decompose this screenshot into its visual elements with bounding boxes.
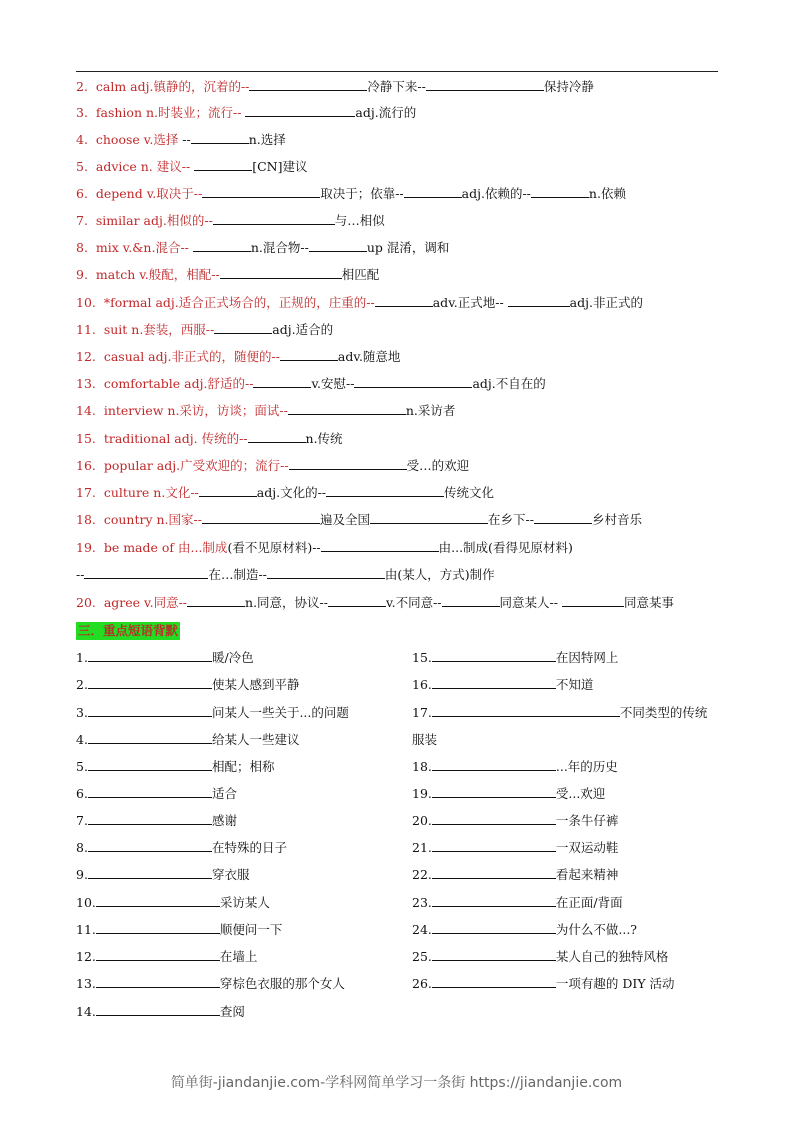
- phrase-meaning: 一条牛仔裤: [555, 813, 619, 828]
- vocab-text: (看不见原材料)--: [227, 540, 321, 555]
- phrase-meaning: 在墙上: [219, 949, 258, 964]
- vocab-prompt: comfortable adj.舒适的--: [103, 376, 254, 391]
- answer-blank[interactable]: [534, 512, 592, 524]
- item-number: 9.: [76, 267, 96, 282]
- vocab-line: [76, 295, 643, 311]
- answer-blank[interactable]: [214, 322, 272, 334]
- vocab-line: [76, 349, 400, 365]
- vocab-prompt: interview n.采访，访谈；面试--: [103, 403, 288, 418]
- answer-blank[interactable]: [88, 840, 212, 852]
- answer-blank[interactable]: [193, 240, 251, 252]
- answer-blank[interactable]: [321, 540, 439, 552]
- phrase-number: 17.: [412, 705, 432, 720]
- answer-blank[interactable]: [202, 512, 320, 524]
- item-number: 15.: [76, 431, 104, 446]
- phrase-item: [76, 705, 349, 721]
- phrase-item: [412, 732, 437, 748]
- phrase-meaning: 一双运动鞋: [555, 840, 619, 855]
- phrase-item: [412, 759, 618, 775]
- vocab-text: adj.不自在的: [472, 376, 546, 391]
- vocab-text: 与…相似: [334, 213, 385, 228]
- phrase-number: 15.: [412, 650, 432, 665]
- answer-blank[interactable]: [248, 431, 306, 443]
- phrase-meaning: 感谢: [211, 813, 237, 828]
- phrase-number: 12.: [76, 949, 96, 964]
- vocab-prompt: popular adj.广受欢迎的；流行--: [103, 458, 289, 473]
- vocab-line: [76, 512, 642, 528]
- vocab-text: n.采访者: [405, 403, 456, 418]
- answer-blank[interactable]: [202, 186, 320, 198]
- vocab-line: [76, 105, 416, 121]
- phrase-number: 22.: [412, 867, 432, 882]
- phrase-number: 7.: [76, 813, 88, 828]
- answer-blank[interactable]: [328, 595, 386, 607]
- vocab-text: n.混合物--: [250, 240, 309, 255]
- phrase-number: 6.: [76, 786, 88, 801]
- phrase-meaning: 相配；相称: [211, 759, 275, 774]
- vocab-line: [76, 485, 494, 501]
- vocab-prompt: choose v.选择: [95, 132, 183, 147]
- phrase-number: 5.: [76, 759, 88, 774]
- vocab-text: 在乡下--: [487, 512, 534, 527]
- answer-blank[interactable]: [326, 485, 444, 497]
- answer-blank[interactable]: [375, 295, 433, 307]
- item-number: 10.: [76, 295, 104, 310]
- vocab-prompt: casual adj.非正式的，随便的--: [103, 349, 280, 364]
- phrase-item: [412, 705, 707, 721]
- phrase-number: 24.: [412, 922, 432, 937]
- phrase-item: [76, 732, 299, 748]
- answer-blank[interactable]: [432, 650, 556, 662]
- vocab-text: [CN]建议: [252, 159, 308, 174]
- phrase-item: [76, 949, 257, 965]
- phrase-meaning: 受...欢迎: [555, 786, 606, 801]
- phrase-meaning: 适合: [211, 786, 237, 801]
- answer-blank[interactable]: [531, 186, 589, 198]
- phrase-meaning: 在因特网上: [555, 650, 619, 665]
- answer-blank[interactable]: [88, 786, 212, 798]
- phrase-item: [76, 650, 254, 666]
- answer-blank[interactable]: [194, 159, 252, 171]
- phrase-item: [412, 813, 618, 829]
- answer-blank[interactable]: [288, 403, 406, 415]
- phrase-meaning: 顺便问一下: [219, 922, 283, 937]
- phrase-meaning: 某人自己的独特风格: [555, 949, 669, 964]
- item-number: 19.: [76, 540, 104, 555]
- answer-blank[interactable]: [432, 759, 556, 771]
- answer-blank[interactable]: [213, 213, 335, 225]
- vocab-prompt: match v.般配，相配--: [95, 267, 220, 282]
- answer-blank[interactable]: [280, 349, 338, 361]
- phrase-item: [412, 867, 618, 883]
- phrase-number: 21.: [412, 840, 432, 855]
- phrase-meaning: 不同类型的传统: [619, 705, 708, 720]
- phrase-meaning: 不知道: [555, 677, 594, 692]
- item-number: 18.: [76, 512, 104, 527]
- phrase-item: [412, 840, 618, 856]
- vocab-text: n.同意，协议--: [245, 595, 329, 610]
- vocab-prompt: be made of 由...制成: [103, 540, 228, 555]
- vocab-prompt: *formal adj.适合正式场合的，正规的，庄重的--: [103, 295, 375, 310]
- answer-blank[interactable]: [432, 786, 556, 798]
- phrase-meaning: 在特殊的日子: [211, 840, 287, 855]
- section-title: 三．重点短语背默: [78, 623, 179, 638]
- vocab-line: [76, 403, 455, 419]
- vocab-text: adj.适合的: [272, 322, 334, 337]
- vocab-line: [76, 132, 286, 148]
- vocab-line: [76, 458, 469, 474]
- item-number: 11.: [76, 322, 104, 337]
- answer-blank[interactable]: [96, 949, 220, 961]
- item-number: 6.: [76, 186, 96, 201]
- phrase-item: [412, 922, 637, 938]
- phrase-number: 26.: [412, 976, 432, 991]
- phrase-number: 25.: [412, 949, 432, 964]
- vocab-line: [76, 567, 495, 583]
- phrase-number: 20.: [412, 813, 432, 828]
- answer-blank[interactable]: [432, 949, 556, 961]
- answer-blank[interactable]: [220, 267, 342, 279]
- item-number: 3.: [76, 105, 96, 120]
- answer-blank[interactable]: [432, 840, 556, 852]
- vocab-text: adj.非正式的: [569, 295, 643, 310]
- vocab-line: [76, 431, 343, 447]
- vocab-prompt: mix v.&n.混合--: [95, 240, 193, 255]
- phrase-item: [412, 949, 668, 965]
- answer-blank[interactable]: [96, 895, 220, 907]
- phrase-meaning: 为什么不做...?: [555, 922, 638, 937]
- phrase-item: [76, 1004, 245, 1020]
- phrase-meaning: 查阅: [219, 1004, 245, 1019]
- phrase-number: 19.: [412, 786, 432, 801]
- answer-blank[interactable]: [199, 485, 257, 497]
- item-number: 14.: [76, 403, 104, 418]
- vocab-text: 由...制成(看得见原材料): [438, 540, 573, 555]
- vocab-line: [76, 322, 333, 338]
- item-number: 7.: [76, 213, 96, 228]
- answer-blank[interactable]: [88, 867, 212, 879]
- vocab-text: adv.正式地--: [432, 295, 508, 310]
- phrase-number: 2.: [76, 677, 88, 692]
- vocab-text: 受…的欢迎: [406, 458, 470, 473]
- item-number: 20.: [76, 595, 104, 610]
- answer-blank[interactable]: [562, 595, 624, 607]
- phrase-number: 4.: [76, 732, 88, 747]
- item-number: 8.: [76, 240, 96, 255]
- phrase-item: [76, 895, 270, 911]
- phrase-item: [76, 813, 237, 829]
- answer-blank[interactable]: [432, 895, 556, 907]
- vocab-prompt: culture n.文化--: [103, 485, 199, 500]
- phrase-meaning: 在正面/背面: [555, 895, 623, 910]
- phrase-item: [76, 786, 237, 802]
- answer-blank[interactable]: [84, 567, 208, 579]
- vocab-prompt: agree v.同意--: [103, 595, 188, 610]
- answer-blank[interactable]: [432, 867, 556, 879]
- answer-blank[interactable]: [96, 922, 220, 934]
- phrase-number: 10.: [76, 895, 96, 910]
- answer-blank[interactable]: [88, 813, 212, 825]
- answer-blank[interactable]: [309, 240, 367, 252]
- vocab-line: [76, 213, 385, 229]
- answer-blank[interactable]: [432, 813, 556, 825]
- vocab-text: 在…制造--: [208, 567, 267, 582]
- vocab-line: [76, 376, 546, 392]
- vocab-line: [76, 540, 573, 556]
- vocab-text: 保持冷静: [543, 79, 594, 94]
- answer-blank[interactable]: [96, 1004, 220, 1016]
- phrase-item: [76, 922, 282, 938]
- phrase-item: [412, 895, 623, 911]
- phrase-meaning: 穿衣服: [211, 867, 250, 882]
- vocab-text: 冷静下来--: [367, 79, 426, 94]
- vocab-prompt: fashion n.时装业；流行--: [95, 105, 246, 120]
- phrase-item: [412, 786, 605, 802]
- phrase-number: 1.: [76, 650, 88, 665]
- phrase-number: 9.: [76, 867, 88, 882]
- vocab-prompt: country n.国家--: [103, 512, 202, 527]
- vocab-text: adv.随意地: [337, 349, 401, 364]
- answer-blank[interactable]: [88, 759, 212, 771]
- answer-blank[interactable]: [354, 376, 472, 388]
- vocab-text: adj.依赖的--: [461, 186, 531, 201]
- phrase-meaning: 服装: [412, 732, 438, 747]
- item-number: 13.: [76, 376, 104, 391]
- answer-blank[interactable]: [96, 976, 220, 988]
- phrase-number: 3.: [76, 705, 88, 720]
- vocab-text: --: [76, 567, 85, 582]
- phrase-item: [412, 677, 593, 693]
- answer-blank[interactable]: [88, 705, 212, 717]
- phrase-meaning: 给某人一些建议: [211, 732, 300, 747]
- item-number: 5.: [76, 159, 96, 174]
- answer-blank[interactable]: [249, 79, 367, 91]
- vocab-line: [76, 79, 594, 95]
- phrase-meaning: 使某人感到平静: [211, 677, 300, 692]
- item-number: 12.: [76, 349, 104, 364]
- answer-blank[interactable]: [404, 186, 462, 198]
- answer-blank[interactable]: [432, 922, 556, 934]
- answer-blank[interactable]: [187, 595, 245, 607]
- vocab-prompt: similar adj.相似的--: [95, 213, 213, 228]
- phrase-number: 16.: [412, 677, 432, 692]
- item-number: 4.: [76, 132, 96, 147]
- answer-blank[interactable]: [267, 567, 385, 579]
- vocab-text: up 混淆，调和: [366, 240, 450, 255]
- phrase-number: 14.: [76, 1004, 96, 1019]
- vocab-prompt: calm adj.镇静的，沉着的--: [95, 79, 250, 94]
- vocab-prompt: traditional adj. 传统的--: [103, 431, 248, 446]
- answer-blank[interactable]: [88, 650, 212, 662]
- phrase-number: 23.: [412, 895, 432, 910]
- phrase-meaning: 穿棕色衣服的那个女人: [219, 976, 345, 991]
- vocab-text: --: [182, 132, 191, 147]
- vocab-text: v.安慰--: [311, 376, 355, 391]
- answer-blank[interactable]: [432, 705, 620, 717]
- phrase-meaning: 看起来精神: [555, 867, 619, 882]
- answer-blank[interactable]: [442, 595, 500, 607]
- vocab-text: 由(某人，方式)制作: [384, 567, 495, 582]
- vocab-text: adj.文化的--: [256, 485, 327, 500]
- vocab-text: 乡村音乐: [591, 512, 642, 527]
- vocab-line: [76, 159, 307, 175]
- vocab-text: n.选择: [248, 132, 286, 147]
- phrase-item: [76, 867, 249, 883]
- phrase-item: [412, 976, 675, 992]
- item-number: 2.: [76, 79, 96, 94]
- answer-blank[interactable]: [508, 295, 570, 307]
- phrase-item: [76, 677, 299, 693]
- phrase-number: 11.: [76, 922, 96, 937]
- answer-blank[interactable]: [88, 677, 212, 689]
- phrase-meaning: 一项有趣的 DIY 活动: [555, 976, 675, 991]
- item-number: 16.: [76, 458, 104, 473]
- phrase-number: 8.: [76, 840, 88, 855]
- footer-watermark: 简单街-jiandanjie.com-学科网简单学习一条街 https://jiandanjie.com: [170, 1075, 623, 1091]
- answer-blank[interactable]: [253, 376, 311, 388]
- vocab-text: n.依赖: [588, 186, 626, 201]
- vocab-text: adj.流行的: [355, 105, 417, 120]
- answer-blank[interactable]: [426, 79, 544, 91]
- vocab-text: 取决于；依靠--: [320, 186, 404, 201]
- phrase-meaning: ...年的历史: [555, 759, 618, 774]
- vocab-text: v.不同意--: [386, 595, 442, 610]
- vocab-line: [76, 267, 379, 283]
- item-number: 17.: [76, 485, 104, 500]
- vocab-text: 遍及全国: [319, 512, 370, 527]
- phrase-item: [76, 976, 345, 992]
- vocab-prompt: depend v.取决于--: [95, 186, 203, 201]
- vocab-text: n.传统: [305, 431, 343, 446]
- top-rule: [76, 71, 718, 72]
- answer-blank[interactable]: [370, 512, 488, 524]
- answer-blank[interactable]: [432, 976, 556, 988]
- phrase-item: [412, 650, 618, 666]
- phrase-number: 18.: [412, 759, 432, 774]
- vocab-text: 同意某人--: [499, 595, 562, 610]
- answer-blank[interactable]: [289, 458, 407, 470]
- vocab-prompt: advice n. 建议--: [95, 159, 195, 174]
- vocab-text: 传统文化: [444, 485, 495, 500]
- vocab-text: 同意某事: [623, 595, 674, 610]
- phrase-meaning: 采访某人: [219, 895, 270, 910]
- vocab-prompt: suit n.套装，西服--: [103, 322, 215, 337]
- answer-blank[interactable]: [245, 105, 355, 117]
- answer-blank[interactable]: [432, 677, 556, 689]
- phrase-number: 13.: [76, 976, 96, 991]
- phrase-meaning: 问某人一些关于...的问题: [211, 705, 349, 720]
- phrase-item: [76, 759, 274, 775]
- vocab-line: [76, 186, 626, 202]
- vocab-line: [76, 240, 449, 256]
- phrase-item: [76, 840, 287, 856]
- vocab-text: 相匹配: [341, 267, 380, 282]
- answer-blank[interactable]: [88, 732, 212, 744]
- phrase-meaning: 暖/冷色: [211, 650, 254, 665]
- vocab-line: [76, 595, 674, 611]
- answer-blank[interactable]: [191, 132, 249, 144]
